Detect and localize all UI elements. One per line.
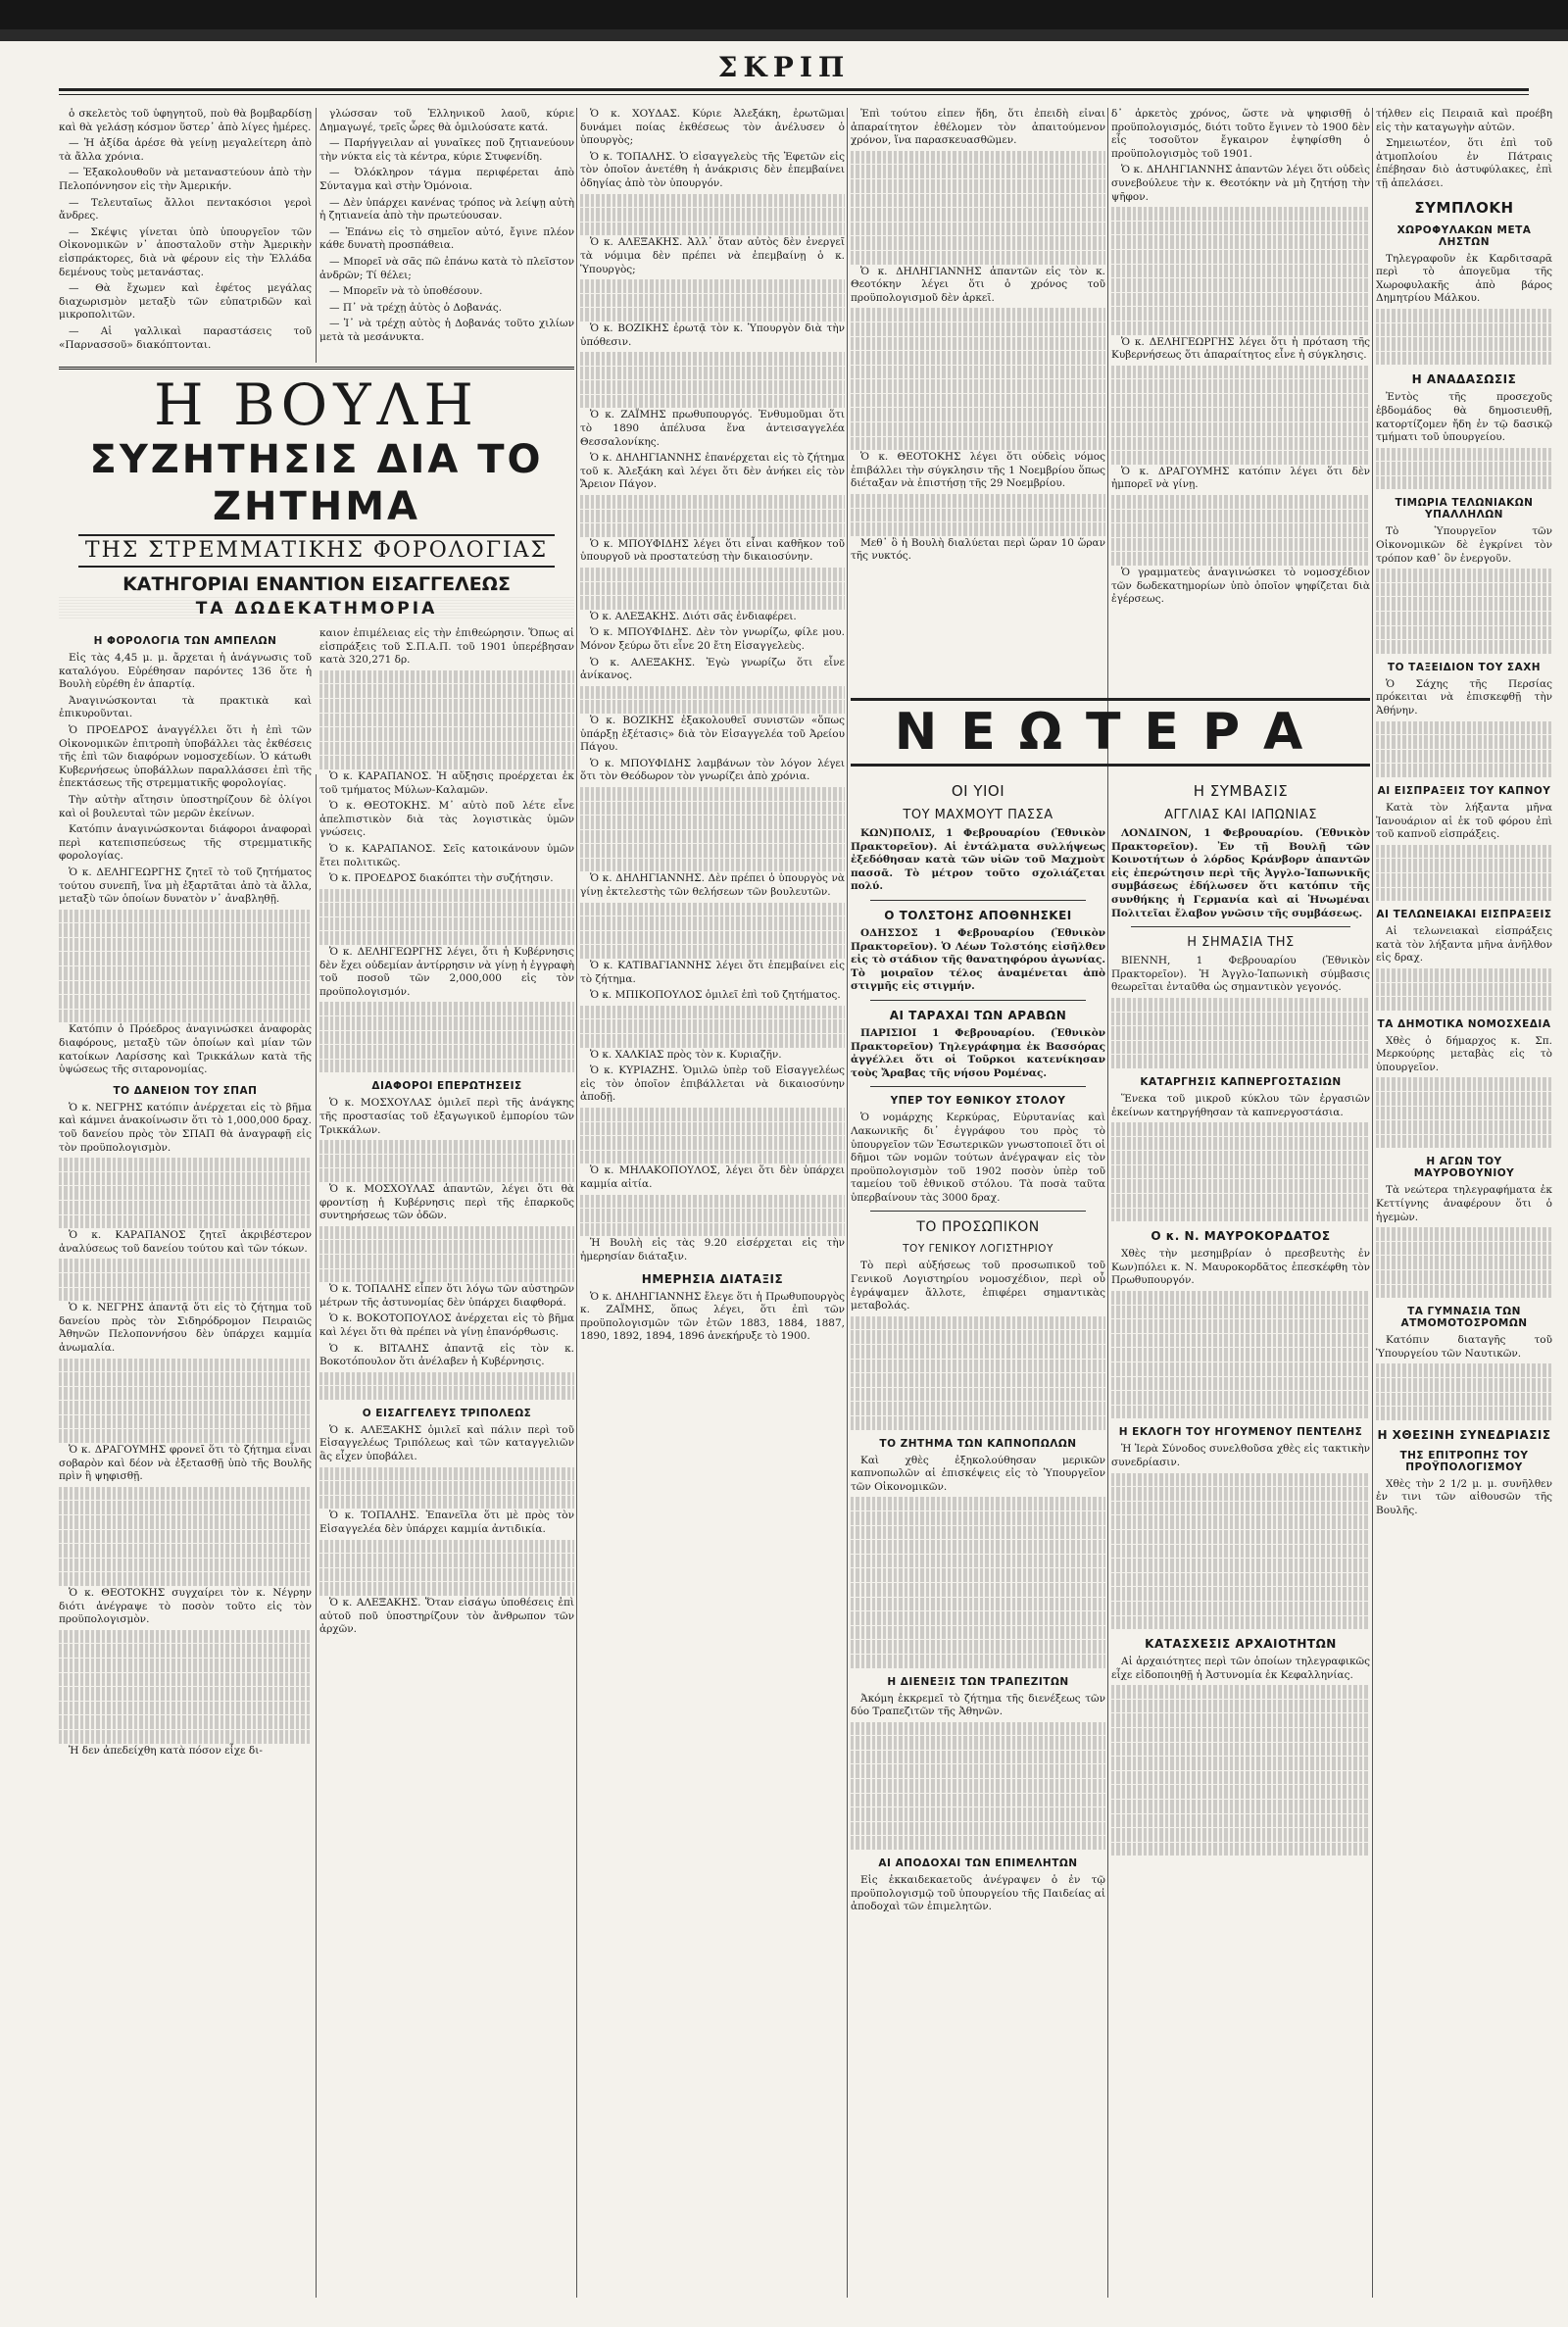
paragraph: Ὁ νομάρχης Κερκύρας, Εὐρυτανίας καὶ Λακωνικῆς δι᾽ ἐγγράφου του πρὸς τὸ ὑπουργεῖον τῶν Ἐσωτερικῶν γνωστοποιεῖ ὅτι οἱ δῆμοι τῶν νομῶν τούτων ἀνέγραψαν εἰς τὸν προϋπολογισμὸν τοῦ 1902 ποσὸν ὑπὲρ τοῦ ταμείου τοῦ ἐθνικοῦ στόλου. Τὰ ποσὰ ταῦτα ὑπερβαίνουν τὰς 3000 δραχ.	[851, 1112, 1105, 1204]
paragraph: τήλθεν εἰς Πειραιᾶ καὶ προέβη εἰς τὴν καταγωγὴν αὐτῶν.	[1376, 108, 1552, 133]
paragraph: Ὁ κ. ΜΟΣΧΟΥΛΑΣ ὁμιλεῖ περὶ τῆς ἀνάγκης τῆς προστασίας τοῦ ἐξαγωγικοῦ ἐμπορίου τῶν Τρικκάλων.	[319, 1097, 574, 1136]
paragraph: καιον ἐπιμέλειας εἰς τὴν ἐπιθεώρησιν. Ὅπως αἱ εἰσπράξεις τοῦ Σ.Π.Α.Π. τοῦ 1901 ὑπερέβησαν κατὰ 320,271 δρ.	[319, 627, 574, 667]
paragraph: Ὁ κ. ΔΡΑΓΟΥΜΗΣ κατόπιν λέγει ὅτι δὲν ἠμπορεῖ νὰ γίνῃ.	[1111, 465, 1370, 491]
paragraph: Ἀκόμη ἐκκρεμεῖ τὸ ζήτημα τῆς διενέξεως τῶν δύο Τραπεζιτῶν τῆς Ἀθηνῶν.	[851, 1692, 1105, 1718]
paragraph: Ὁ κ. ΤΟΠΑΛΗΣ. Ἐπανεῖλα ὅτι μὲ πρὸς τὸν Εἰσαγγελέα δὲν ὑπάρχει καμμία ἀντιδικία.	[319, 1510, 574, 1536]
paragraph: Ὁ κ. ΑΛΕΞΑΚΗΣ. Ὅταν εἰσάγω ὑποθέσεις ἐπὶ αὐτοῦ ποῦ ὑποστηρίζουν τὸν ἄνθρωπον τῶν ἀρχῶν.	[319, 1597, 574, 1636]
paragraph: Ὁ κ. ΚΑΡΑΠΑΝΟΣ ζητεῖ ἀκριβέστερον ἀναλύσεως τοῦ δανείου τούτου καὶ τῶν τόκων.	[59, 1229, 312, 1255]
paragraph: Ὁ Σάχης τῆς Περσίας πρόκειται νὰ ἐπισκεφθῇ τὴν Ἀθήνην.	[1376, 677, 1552, 717]
paragraph: Ὁ ΠΡΟΕΔΡΟΣ ἀναγγέλλει ὅτι ἡ ἐπὶ τῶν Οἰκονομικῶν ἐπιτροπὴ ὑποβάλλει τὰς ἐκθέσεις τῆς ἐπὶ τῶν διαφόρων νομοσχεδίων. Ὁ κάτωθι Κυβερνήσεως ὑποβάλλων παραλλάσσει ἐπὶ τῆς ἐπεκτάσεως τῆς στρεμματικῆς φορολογίας.	[59, 723, 312, 790]
newspaper-name: ΣΚΡΙΠ	[717, 51, 851, 83]
paragraph: Ὁ κ. ΘΕΟΤΟΚΗΣ. Μ᾽ αὐτὸ ποῦ λέτε εἶνε ἀπελπιστικὸν διὰ τὰς λογιστικὰς ὑμῶν γνώσεις.	[319, 800, 574, 839]
paragraph: — Ἐπάνω εἰς τὸ σημεῖον αὐτό, ἔγινε πλέον κάθε δυνατὴ προσπάθεια.	[319, 225, 574, 252]
paragraph: — Μπορεῖν νὰ τὸ ὑποθέσουν.	[329, 285, 483, 298]
paragraph: Ὁ κ. ΜΟΣΧΟΥΛΑΣ ἀπαντῶν, λέγει ὅτι θὰ φροντίσῃ ἡ Κυβέρνησις περὶ τῆς ἐπαρκοῦς συντηρήσεως τῶν ὁδῶν.	[319, 1182, 574, 1222]
paragraph: Ὁ κ. ΝΕΓΡΗΣ κατόπιν ἀνέρχεται εἰς τὸ βῆμα καὶ κάμνει ἀνακοίνωσιν ὅτι τὸ 1,000,000 δραχ. τοῦ δανείου πρὸς τὸν ΣΠΑΠ θὰ ἀναγραφῇ εἰς τὸν προϋπολογισμὸν.	[59, 1101, 312, 1154]
paragraph: Ὁ κ. ΤΟΠΑΛΗΣ. Ὁ εἰσαγγελεὺς τῆς Ἐφετῶν εἰς τὸν ὁποῖον ἀνετέθη ἡ ἀνάκρισις δὲν ἐπεμβαίνει ὁδηγίας ἀπὸ τὸν ὑπουργόν.	[580, 150, 845, 189]
paragraph: — Σκέψις γίνεται ὑπὸ ὑπουργεῖον τῶν Οἰκονομικῶν ν᾽ ἀποσταλοῦν στὴν Ἀμερικὴν εἰσπράκτορες, διὰ νὰ φέρουν εἰς τὴν Ἑλλάδα δεμένους τοὺς μετανάστας.	[59, 225, 312, 278]
paragraph: δ᾽ ἀρκετὸς χρόνος, ὥστε νὰ ψηφισθῇ ὁ προϋπολογισμός, διότι τοῦτο ἔγινεν τὸ 1900 δὲν εἶς τοσοῦτον ἔγκαιρον ἐψηφίσθη ὁ προϋπολογισμὸς τοῦ 1901.	[1111, 108, 1370, 160]
paragraph: Ὁ κ. ΒΟΖΙΚΗΣ ἐρωτᾷ τὸν κ. Ὑπουργὸν διὰ τὴν ὑπόθεσιν.	[580, 322, 845, 348]
paragraph: γλώσσαν τοῦ Ἑλληνικοῦ λαοῦ, κύριε Δημαγωγέ, τρεῖς ὧρες θὰ ὁμιλούσατε κατά.	[319, 108, 574, 133]
paragraph: ΛΟΝΔΙΝΟΝ, 1 Φεβρουαρίου. (Ἐθνικὸν Πρακτορεῖον). Ἐν τῇ Βουλῇ τῶν Κοινοτήτων ὁ λόρδος Κράνβορν ἀπαντῶν εἰς ἐπερώτησιν περὶ τῆς Ἀγγλο-Ἰαπωνικῆς συμβάσεως ἐδήλωσεν ὅτι κατόπιν τῆς συνθήκης ἡ Γερμανία καὶ αἱ Ἡνωμέναι Πολιτεῖαι ἔλαβον γνῶσιν τῆς συμβάσεως.	[1111, 827, 1370, 919]
paragraph: Ὁ κ. ΜΠΟΥΦΙΔΗΣ. Δὲν τὸν γνωρίζω, φίλε μου. Μόνον ξεύρω ὅτι εἶνε 20 ἔτη Εἰσαγγελεὺς.	[580, 626, 845, 652]
paragraph: Κατόπιν διαταγῆς τοῦ Ὑπουργείου τῶν Ναυτικῶν.	[1376, 1334, 1552, 1360]
paragraph: Ἐντὸς τῆς προσεχοῦς ἑβδομάδος θὰ δημοσιευθῇ, κατορτίζομεν ἤδη ἐν τῷ δασικῷ τμήματι τοῦ ὑπουργείου.	[1376, 391, 1552, 444]
paragraph: Ὁ κ. ΔΗΛΗΓΙΑΝΝΗΣ ἀπαντῶν λέγει ὅτι οὐδεὶς συνεβούλευε τὴν κ. Θεοτόκην νὰ μὴ ζητήσῃ τὴν ψῆφον.	[1111, 164, 1370, 203]
paragraph: Ὁ κ. ΔΡΑΓΟΥΜΗΣ φρονεῖ ὅτι τὸ ζήτημα εἶναι σοβαρὸν καὶ δέον νὰ ἐξετασθῇ ὑπὸ τῆς Βουλῆς πρὶν ἢ ψηφισθῇ.	[59, 1444, 312, 1483]
section-heading: Η ΕΚΛΟΓΗ ΤΟΥ ΗΓΟΥΜΕΝΟΥ ΠΕΝΤΕΛΗΣ	[1118, 1426, 1363, 1439]
column-4-top	[851, 108, 1105, 696]
paragraph: Εἰς ἐκκαιδεκαετοῦς ἀνέγραψεν ὁ ἐν τῷ προϋπολογισμῷ τοῦ ὑπουργείου τῆς Παιδείας αἱ ἀποδοχαὶ τῶν ἐπιμελητῶν.	[851, 1874, 1105, 1913]
headline-syzitisis: ΣΥΖΗΤΗΣΙΣ ΔΙΑ ΤΟ ΖΗΤΗΜΑ	[89, 437, 544, 529]
paragraph: — Μπορεῖ νὰ σᾶς πῶ ἐπάνω κατὰ τὸ πλεῖστον ἀνδρῶν; Τί θέλει;	[319, 255, 574, 281]
paragraph: Ὁ κ. ΑΛΕΞΑΚΗΣ. Ἀλλ᾽ ὅταν αὐτὸς δὲν ἐνεργεῖ τὰ νόμιμα δὲν πρέπει νὰ ἐπεμβαίνῃ ὁ κ. Ὑπουργὸς;	[580, 236, 845, 275]
subheadline: ΤΗΣ ΣΤΡΕΜΜΑΤΙΚΗΣ ΦΟΡΟΛΟΓΙΑΣ	[78, 534, 555, 568]
paragraph: Ὁ κ. ΧΟΥΔΑΣ. Κύριε Ἀλεξάκη, ἐρωτῶμαι δυνάμει ποίας ἐκθέσεως τὸν ἀνέλυσεν ὁ ὑπουργὸς;	[580, 108, 845, 147]
column-6	[1376, 108, 1552, 2298]
subheadline: ΚΑΤΗΓΟΡΙΑΙ ΕΝΑΝΤΙΟΝ ΕΙΣΑΓΓΕΛΕΩΣ	[122, 573, 511, 595]
paragraph: Χθὲς τὴν 2 1/2 μ. μ. συνῆλθεν ἐν τινι τῶν αἰθουσῶν τῆς Βουλῆς.	[1376, 1477, 1552, 1516]
section-heading: ΚΑΤΑΣΧΕΣΙΣ ΑΡΧΑΙΟΤΗΤΩΝ	[1145, 1637, 1337, 1652]
paragraph: Ὁ κ. ΑΛΕΞΑΚΗΣ. Διότι σᾶς ἐνδιαφέρει.	[590, 610, 797, 622]
paragraph: Ὁ κ. ΒΙΤΑΛΗΣ ἀπαντᾷ εἰς τὸν κ. Βοκοτόπουλον ὅτι ἀνέλαβεν ἡ Κυβέρνησις.	[319, 1342, 574, 1368]
section-heading: Ο ΤΟΛΣΤΟΗΣ ΑΠΟΘΝΗΣΚΕΙ	[884, 908, 1072, 922]
paragraph: Χθὲς τὴν μεσημβρίαν ὁ πρεσβευτὴς ἐν Κων)πόλει κ. Ν. Μαυροκορδᾶτος ἐπεσκέφθη τὸν Πρωθυπουργόν.	[1111, 1248, 1370, 1287]
paragraph: — Ἡ ἀξίδα ἀρέσε θὰ γείνῃ μεγαλείτερη ἀπὸ τὰ ἄλλα χρόνια.	[59, 137, 312, 163]
section-heading: ΤΑ ΓΥΜΝΑΣΙΑ ΤΩΝ ΑΤΜΟΜΟΤΟΣΡΟΜΩΝ	[1400, 1306, 1528, 1330]
paragraph: Σημειωτέον, ὅτι ἐπὶ τοῦ ἀτμοπλοίου ἐν Πάτραις ἐπέβησαν διὸ ἀστυφύλακες, ἐπὶ τῇ ἀπελάσει.	[1376, 137, 1552, 189]
paragraph: Ὁ κ. ΖΑΪΜΗΣ πρωθυπουργός. Ἐνθυμοῦμαι ὅτι τὸ 1890 ἀπέλυσα ἕνα ἀντεισαγγελέα Θεσσαλονίκης.	[580, 409, 845, 448]
paragraph: Ὁ κ. ΧΑΛΚΙΑΣ πρὸς τὸν κ. Κυριαζῆν.	[590, 1048, 782, 1061]
paragraph: Ὁ κ. ΒΟΚΟΤΟΠΟΥΛΟΣ ἀνέρχεται εἰς τὸ βῆμα καὶ λέγει ὅτι θὰ πρέπει νὰ γίνῃ ἐπανόρθωσις.	[319, 1312, 574, 1338]
paragraph: Ὁ κ. ΠΡΟΕΔΡΟΣ διακόπτει τὴν συζήτησιν.	[329, 872, 554, 885]
paragraph: Ὁ κ. ΑΛΕΞΑΚΗΣ. Ἐγὼ γνωρίζω ὅτι εἶνε ἀνίκανος.	[580, 656, 845, 682]
paragraph: Ὁ γραμματεὺς ἀναγινώσκει τὸ νομοσχέδιον τῶν δωδεκατημορίων ὑπὸ ὁποῖον ψηφίζεται διὰ ἐγέρσεως.	[1111, 567, 1370, 606]
headline-vouli: Η ΒΟΥΛΗ	[154, 371, 479, 438]
paragraph: Κατόπιν ὁ Πρόεδρος ἀναγινώσκει ἀναφορὰς διαφόρους, μεταξὺ τῶν ὁποίων καὶ μίαν τῶν κατοίκων Λαρίσσης καὶ Τρικκάλων κατὰ τῆς ὑψώσεως τῆς σιταρονομίας.	[59, 1023, 312, 1076]
section-heading: Η ΑΓΩΝ ΤΟΥ ΜΑΥΡΟΒΟΥΝΙΟΥ	[1413, 1156, 1515, 1180]
paragraph: Ὁ κ. ΔΗΛΗΓΙΑΝΝΗΣ ἀπαντῶν εἰς τὸν κ. Θεοτόκην λέγει ὅτι ὁ χρόνος τοῦ προϋπολογισμοῦ δὲν ἀρκεῖ.	[851, 265, 1105, 304]
paragraph: Ὁ κ. ΘΕΟΤΟΚΗΣ λέγει ὅτι οὐδεὶς νόμος ἐπιβάλλει τὴν σύγκλησιν τῆς 1 Νοεμβρίου ὅπως διέταξαν νὰ ἐπιστήσῃ τῆς 29 Νοεμβρίου.	[851, 451, 1105, 490]
section-heading: ΑΙ ΤΕΛΩΝΕΙΑΚΑΙ ΕΙΣΠΡΑΞΕΙΣ	[1376, 909, 1552, 921]
section-heading: Η ΦΟΡΟΛΟΓΙΑ ΤΩΝ ΑΜΠΕΛΩΝ	[93, 635, 277, 647]
paragraph: Ἐπὶ τούτου εἶπεν ἤδη, ὅτι ἐπειδὴ εἶναι ἀπαραίτητον ἐθέλομεν τὸν ἀπαιτούμενον χρόνον, ἵνα παρασκευασθῶμεν.	[851, 108, 1105, 147]
paragraph: — Αἱ γαλλικαὶ παραστάσεις τοῦ «Παρνασσοῦ» διακόπτονται.	[59, 324, 312, 351]
paragraph: Ἡ δεν ἀπεδείχθη κατὰ πόσον εἶχε δι-	[69, 1744, 263, 1757]
paragraph: Ὁ κ. ΔΕΛΗΓΕΩΡΓΗΣ ζητεῖ τὸ τοῦ ζητήματος τούτου συνεπῆ, ἵνα μὴ ἐξαρτᾶται ἀπὸ τὰ ἄλλα, μεταξὺ τῶν ὁποίων δυνατὸν ν᾽ ἀναβληθῇ.	[59, 866, 312, 906]
column-3	[580, 108, 845, 2298]
paragraph: — Ἐξακολουθοῦν νὰ μεταναστεύουν ἀπὸ τὴν Πελοπόννησον εἰς τὴν Ἀμερικήν.	[59, 167, 312, 192]
paragraph: Αἱ ἀρχαιότητες περὶ τῶν ὁποίων τηλεγραφικῶς εἶχε εἰδοποιηθῇ ἡ Ἀστυνομία ἐκ Κεφαλληνίας.	[1111, 1656, 1370, 1681]
paragraph: Ὁ κ. ΜΗΛΑΚΟΠΟΥΛΟΣ, λέγει ὅτι δὲν ὑπάρχει καμμία αἰτία.	[580, 1164, 845, 1190]
paragraph: ΒΙΕΝΝΗ, 1 Φεβρουαρίου (Ἐθνικὸν Πρακτορεῖον). Ἡ Ἀγγλο-Ἰαπωνικὴ σύμβασις θεωρεῖται ἐνταῦθα ὡς σημαντικὸν γεγονός.	[1111, 955, 1370, 994]
column-rule	[1107, 108, 1108, 2298]
section-heading: ΤΟ ΔΑΝΕΙΟΝ ΤΟΥ ΣΠΑΠ	[113, 1084, 258, 1097]
paragraph: — Π᾽ νὰ τρέχῃ ἀὐτὸς ὁ Δοβανάς.	[329, 301, 503, 314]
paragraph: Ὁ κ. ΜΠΟΥΦΙΔΗΣ λαμβάνων τὸν λόγον λέγει ὅτι τὸν Θεόδωρον τὸν γνωρίζει ἀπὸ χρόνια.	[580, 757, 845, 783]
neotera-right-column	[1111, 774, 1370, 2298]
column-5-top	[1111, 108, 1370, 696]
paragraph: Ἕνεκα τοῦ μικροῦ κύκλου τῶν ἐργασιῶν ἐκείνων κατηργήθησαν τὰ καπνεργοστάσια.	[1111, 1092, 1370, 1118]
paragraph: — Θὰ ἔχωμεν καὶ ἐφέτος μεγάλας διαχωρισμὸν μεταξὺ τῶν εὐπατριδῶν καὶ μικροπολιτῶν.	[59, 282, 312, 322]
paragraph: Ὁ κ. ΘΕΟΤΟΚΗΣ συγχαίρει τὸν κ. Νέγρην διότι ἀνέγραψε τὸ ποσὸν τοῦτο εἰς τὸν προϋπολογισμὸν.	[59, 1587, 312, 1626]
paragraph: Κατὰ τὸν λήξαντα μῆνα Ἰανουάριον αἱ ἐκ τοῦ φόρου ἐπὶ τοῦ καπνοῦ εἰσπράξεις.	[1376, 801, 1552, 841]
paragraph: Ὁ κ. ΤΟΠΑΛΗΣ εἶπεν ὅτι λόγω τῶν αὐστηρῶν μέτρων τῆς ἀστυνομίας δὲν ὑπάρχει διαφθορά.	[319, 1283, 574, 1309]
paragraph: ΠΑΡΙΣΙΟΙ 1 Φεβρουαρίου. (Ἐθνικὸν Πρακτορεῖον) Τηλεγράφημα ἐκ Βασσόρας ἀγγέλλει ὅτι οἱ Τοῦρκοι κατενίκησαν τοὺς Ἄραβας τῆς νήσου Ρομένας.	[851, 1026, 1105, 1079]
paragraph: Ὁ κ. ΚΥΡΙΑΖΗΣ. Ὁμιλῶ ὑπὲρ τοῦ Εἰσαγγελέως εἰς τὸν ὁποῖον ἐπιβάλλεται νὰ δικαιοσύνην ἀποδῇ.	[580, 1064, 845, 1104]
section-heading: ΤΟ ΤΑΞΕΙΔΙΟΝ ΤΟΥ ΣΑΧΗ	[1387, 661, 1542, 673]
paragraph: Ὁ κ. ΚΑΡΑΠΑΝΟΣ. Ἡ αὔξησις προέρχεται ἐκ τοῦ τμήματος Μύλων-Καλαμῶν.	[319, 769, 574, 796]
paragraph: Αἱ τελωνειακαὶ εἰσπράξεις κατὰ τὸν λήξαντα μῆνα ἀνῆλθον εἰς δραχ.	[1376, 925, 1552, 965]
paragraph: Ὁ κ. ΔΕΛΗΓΕΩΡΓΗΣ λέγει, ὅτι ἡ Κυβέρνησις δὲν ἔχει οὐδεμίαν ἀντίρρησιν νὰ γίνῃ ἡ ἐγγραφὴ τοῦ ποσοῦ τῶν 2,000,000 εἰς τὸν προϋπολογισμόν.	[319, 946, 574, 998]
section-heading: ΥΠΕΡ ΤΟΥ ΕΘΝΙΚΟΥ ΣΤΟΛΟΥ	[890, 1095, 1066, 1108]
section-heading: ΟΙ ΥΙΟΙ	[951, 782, 1005, 800]
paragraph: Τὸ περὶ αὐξήσεως τοῦ προσωπικοῦ τοῦ Γενικοῦ Λογιστηρίου νομοσχέδιον, περὶ οὗ ἐγράψαμεν ἄλλοτε, ἐπιφέρει σημαντικὰς μεταβολάς.	[851, 1260, 1105, 1312]
paragraph: Μεθ᾽ ὃ ἡ Βουλὴ διαλύεται περὶ ὥραν 10 ὥραν τῆς νυκτός.	[851, 536, 1105, 563]
paragraph: — Παρήγγειλαν αἱ γυναῖκες ποῦ ζητιανεύουν τὴν νύκτα εἰς τὰ κέντρα, κύριε Στυφενίδη.	[319, 137, 574, 163]
paragraph: Τὴν αὐτὴν αἴτησιν ὑποστηρίζουν δὲ ὀλίγοι καὶ οἱ βουλευταὶ τῶν μερῶν ἐκείνων.	[59, 793, 312, 819]
section-heading: Ο ΕΙΣΑΓΓΕΛΕΥΣ ΤΡΙΠΟΛΕΩΣ	[362, 1407, 532, 1419]
paragraph: Χθὲς ὁ δήμαρχος κ. Σπ. Μερκούρης μεταβὰς εἰς τὸ ὑπουργεῖον.	[1376, 1034, 1552, 1073]
paragraph: Ἀναγινώσκονται τὰ πρακτικὰ καὶ ἐπικυροῦνται.	[59, 694, 312, 720]
paragraph: Ὁ κ. ΜΠΟΥΦΙΔΗΣ λέγει ὅτι εἶναι καθῆκον τοῦ ὑπουργοῦ νὰ προστατεύσῃ τὴν δικαιοσύνην.	[580, 537, 845, 564]
masthead	[0, 43, 1568, 102]
section-heading: Η ΣΗΜΑΣΙΑ ΤΗΣ	[1187, 935, 1295, 951]
paragraph: Τὰ νεώτερα τηλεγραφήματα ἐκ Κεττίγνης ἀναφέρουν ὅτι ὁ ἡγεμὼν.	[1376, 1184, 1552, 1223]
section-heading: ΚΑΤΑΡΓΗΣΙΣ ΚΑΠΝΕΡΓΟΣΤΑΣΙΩΝ	[1140, 1075, 1342, 1088]
section-heading: ΤΙΜΩΡΙΑ ΤΕΛΩΝΙΑΚΩΝ ΥΠΑΛΛΗΛΩΝ	[1395, 497, 1534, 521]
column-rule	[847, 108, 848, 2298]
section-heading: Η ΔΙΕΝΕΞΙΣ ΤΩΝ ΤΡΑΠΕΖΙΤΩΝ	[887, 1675, 1069, 1688]
paragraph: Καὶ χθὲς ἐξηκολούθησαν μερικῶν καπνοπωλῶν αἱ ἐπισκέψεις εἰς τὸ Ὑπουργεῖον τῶν Οἰκονομικῶν.	[851, 1454, 1105, 1493]
paragraph: Εἰς τὰς 4,45 μ. μ. ἄρχεται ἡ ἀνάγνωσις τοῦ καταλόγου. Εὑρέθησαν παρόντες 136 ὅτε ἡ Βουλὴ εὑρέθη ἐν ἀπαρτίᾳ.	[59, 652, 312, 691]
paragraph: — Τελευταῖως ἄλλοι πεντακόσιοι γεροὶ ἄνδρες.	[59, 196, 312, 223]
section-heading: ΤΟ ΠΡΟΣΩΠΙΚΟΝ	[916, 1219, 1040, 1236]
paragraph: ΟΔΗΣΣΟΣ 1 Φεβρουαρίου (Ἐθνικὸν Πρακτορεῖον). Ὁ Λέων Τολστόης εἰσῆλθεν εἰς τὸ στάδιον τῆς θανατηφόρου ἀγωνίας. Τὸ μοιραῖον τέλος ἀναμένεται ἀπὸ στιγμῆς εἰς στιγμήν.	[851, 926, 1105, 993]
paragraph: Ὁ κ. ΔΕΛΗΓΕΩΡΓΗΣ λέγει ὅτι ἡ πρόταση τῆς Κυβερνήσεως ὅτι ἀπαραίτητος εἶνε ἡ σύγκλησις.	[1111, 335, 1370, 362]
section-heading: ΧΩΡΟΦΥΛΑΚΩΝ ΜΕΤΑ ΛΗΣΤΩΝ	[1396, 223, 1532, 248]
paragraph: Ὁ κ. ΑΛΕΞΑΚΗΣ ὁμιλεῖ καὶ πάλιν περὶ τοῦ Εἰσαγγελέως Τριπόλεως καὶ τῶν καταγγελιῶν ἃς εἶχεν ὑποβάλει.	[319, 1423, 574, 1463]
column-1-top	[59, 108, 312, 353]
paragraph: Ὁ κ. ΚΑΡΑΠΑΝΟΣ. Σεῖς κατοικάνουν ὑμῶν ἔτει πολιτικῶς.	[319, 842, 574, 868]
section-heading: ΑΙ ΤΑΡΑΧΑΙ ΤΩΝ ΑΡΑΒΩΝ	[889, 1008, 1067, 1022]
paragraph: Ὁ κ. ΔΗΛΗΓΙΑΝΝΗΣ ἐπανέρχεται εἰς τὸ ζήτημα τοῦ κ. Ἀλεξάκη καὶ λέγει ὅτι δὲν ἀνήκει εἰς τὸν Ἄρειον Πάγον.	[580, 452, 845, 491]
section-heading: ΗΜΕΡΗΣΙΑ ΔΙΑΤΑΞΙΣ	[641, 1271, 784, 1286]
paragraph: Τὸ Ὑπουργεῖον τῶν Οἰκονομικῶν δὲ ἐγκρίνει τὸν τρόπον καθ᾽ ὃν ἐνεργοῦν.	[1376, 525, 1552, 565]
paragraph: Ὁ κ. ΝΕΓΡΗΣ ἀπαντᾷ ὅτι εἰς τὸ ζήτημα τοῦ δανείου πρὸς τὸν Σιδηρόδρομον Πειραιῶς Ἀθηνῶν Πελοποννήσου δὲν ὑπάρχει καμμία ἀνωμαλία.	[59, 1302, 312, 1354]
paragraph: Κατόπιν ἀναγινώσκονται διάφοροι ἀναφοραὶ περὶ κατεπισπεύσεως τῆς στρεμματικῆς φορολογίας.	[59, 823, 312, 863]
column-2-body	[319, 627, 574, 2298]
section-heading: Η ΑΝΑΔΑΣΩΣΙΣ	[1411, 372, 1517, 387]
paragraph: — Ὀλόκληρον τάγμα περιφέρεται ἀπὸ Σύνταγμα καὶ στὴν Ὁμόνοια.	[319, 167, 574, 192]
section-heading: Ο κ. Ν. ΜΑΥΡΟΚΟΡΔΑΤΟΣ	[1151, 1229, 1331, 1244]
paragraph: Ὁ κ. ΔΗΛΗΓΙΑΝΝΗΣ ἔλεγε ὅτι ἡ Πρωθυπουργὸς κ. ΖΑΪΜΗΣ, ὅπως λέγει, ὅτι ἐπὶ τῶν προϋπολογισμῶν τῶν ἐτῶν 1883, 1884, 1887, 1890, 1892, 1894, 1896 ἀνεκήρυξε τὸ 1900.	[580, 1290, 845, 1343]
scan-top-edge	[0, 0, 1568, 39]
paragraph: — Δὲν ὑπάρχει κανένας τρόπος νὰ λείψῃ αὐτὴ ἡ ζητιανεία ἀπὸ τὴν πρωτεύουσαν.	[319, 196, 574, 223]
column-rule	[1372, 108, 1373, 2298]
column-1-body	[59, 627, 312, 2298]
neotera-title: ΝΕΩΤΕΡΑ	[851, 698, 1370, 767]
paragraph: Ὁ κ. ΒΟΖΙΚΗΣ ἐξακολουθεῖ συνιστῶν «ὅπως ὑπάρξῃ ἐξέτασις» διὰ τὸν Εἰσαγγελέα τοῦ Ἀρείου Πάγου.	[580, 714, 845, 754]
section-heading: ΔΙΑΦΟΡΟΙ ΕΠΕΡΩΤΗΣΕΙΣ	[371, 1080, 522, 1093]
subheadline: ΤΑ ΔΩΔΕΚΑΤΗΜΟΡΙΑ	[59, 597, 574, 620]
section-heading: ΤΟ ΖΗΤΗΜΑ ΤΩΝ ΚΑΠΝΟΠΩΛΩΝ	[879, 1437, 1077, 1450]
paragraph: ὁ σκελετὸς τοῦ ὑφηγητοῦ, ποὺ θὰ βομβαρδίσῃ καὶ θὰ γελάσῃ κόσμον ὕστερ᾽ ἀπὸ λίγες ἡμέρες.	[59, 108, 312, 133]
paragraph: Τηλεγραφοῦν ἐκ Καρδιτσαρᾶ περὶ τὸ ἀπογεῦμα τῆς Χωροφυλακῆς ἀπὸ βάρος Δημητρίου Μάλκου.	[1376, 252, 1552, 305]
section-heading: Η ΧΘΕΣΙΝΗ ΣΥΝΕΔΡΙΑΣΙΣ	[1377, 1427, 1551, 1442]
paragraph: — Ἰ᾽ νὰ τρέχῃ αὐτὸς ἡ Δοβανάς τοῦτο χιλίων μετὰ τὰ μεσάνυκτα.	[319, 318, 574, 343]
column-rule	[576, 108, 577, 2298]
section-heading: ΣΥΜΠΛΟΚΗ	[1414, 198, 1514, 217]
section-heading: ΑΙ ΕΙΣΠΡΑΞΕΙΣ ΤΟΥ ΚΑΠΝΟΥ	[1377, 784, 1551, 797]
paragraph: Ὁ κ. ΚΑΤΙΒΑΓΙΑΝΝΗΣ λέγει ὅτι ἐπεμβαίνει εἰς τὸ ζήτημα.	[580, 960, 845, 985]
paragraph: Ὁ κ. ΔΗΛΗΓΙΑΝΝΗΣ. Δὲν πρέπει ὁ ὑπουργὸς νὰ γίνῃ ἐκτελεστὴς τῶν θελήσεων τῶν βουλευτῶν.	[580, 872, 845, 899]
paragraph: Ἡ Βουλὴ εἰς τὰς 9.20 εἰσέρχεται εἰς τὴν ἡμερησίαν διάταξιν.	[580, 1237, 845, 1263]
section-heading: ΤΟΥ ΜΑΧΜΟΥΤ ΠΑΣΣΑ	[903, 808, 1054, 822]
paragraph: Ἡ Ἱερὰ Σύνοδος συνελθοῦσα χθὲς εἰς τακτικὴν συνεδρίασιν.	[1111, 1443, 1370, 1468]
neotera-section	[851, 698, 1370, 767]
section-heading: ΑΓΓΛΙΑΣ ΚΑΙ ΙΑΠΩΝΙΑΣ	[1164, 808, 1317, 822]
paragraph: Ὁ κ. ΜΠΙΚΟΠΟΥΛΟΣ ὁμιλεῖ ἐπὶ τοῦ ζητήματος.	[590, 989, 841, 1002]
section-heading: ΤΟΥ ΓΕΝΙΚΟΥ ΛΟΓΙΣΤΗΡΙΟΥ	[903, 1243, 1054, 1256]
section-heading: ΤΗΣ ΕΠΙΤΡΟΠΗΣ ΤΟΥ ΠΡΟΫΠΟΛΟΓΙΣΜΟΥ	[1399, 1449, 1529, 1473]
column-2-top	[319, 108, 574, 353]
section-heading: ΤΑ ΔΗΜΟΤΙΚΑ ΝΟΜΟΣΧΕΔΙΑ	[1377, 1017, 1551, 1030]
neotera-left-column	[851, 774, 1105, 2298]
section-heading: ΑΙ ΑΠΟΔΟΧΑΙ ΤΩΝ ΕΠΙΜΕΛΗΤΩΝ	[878, 1857, 1078, 1870]
section-heading: Η ΣΥΜΒΑΣΙΣ	[1193, 782, 1289, 800]
paragraph: ΚΩΝ)ΠΟΛΙΣ, 1 Φεβρουαρίου (Ἐθνικὸν Πρακτορεῖον). Αἱ ἐντάλματα συλλήψεως ἐξεδόθησαν κατὰ τῶν υἱῶν τοῦ Μαχμοὺτ πασσᾶ. Τὸ μέτρον τοῦτο σχολιάζεται πολύ.	[851, 827, 1105, 893]
